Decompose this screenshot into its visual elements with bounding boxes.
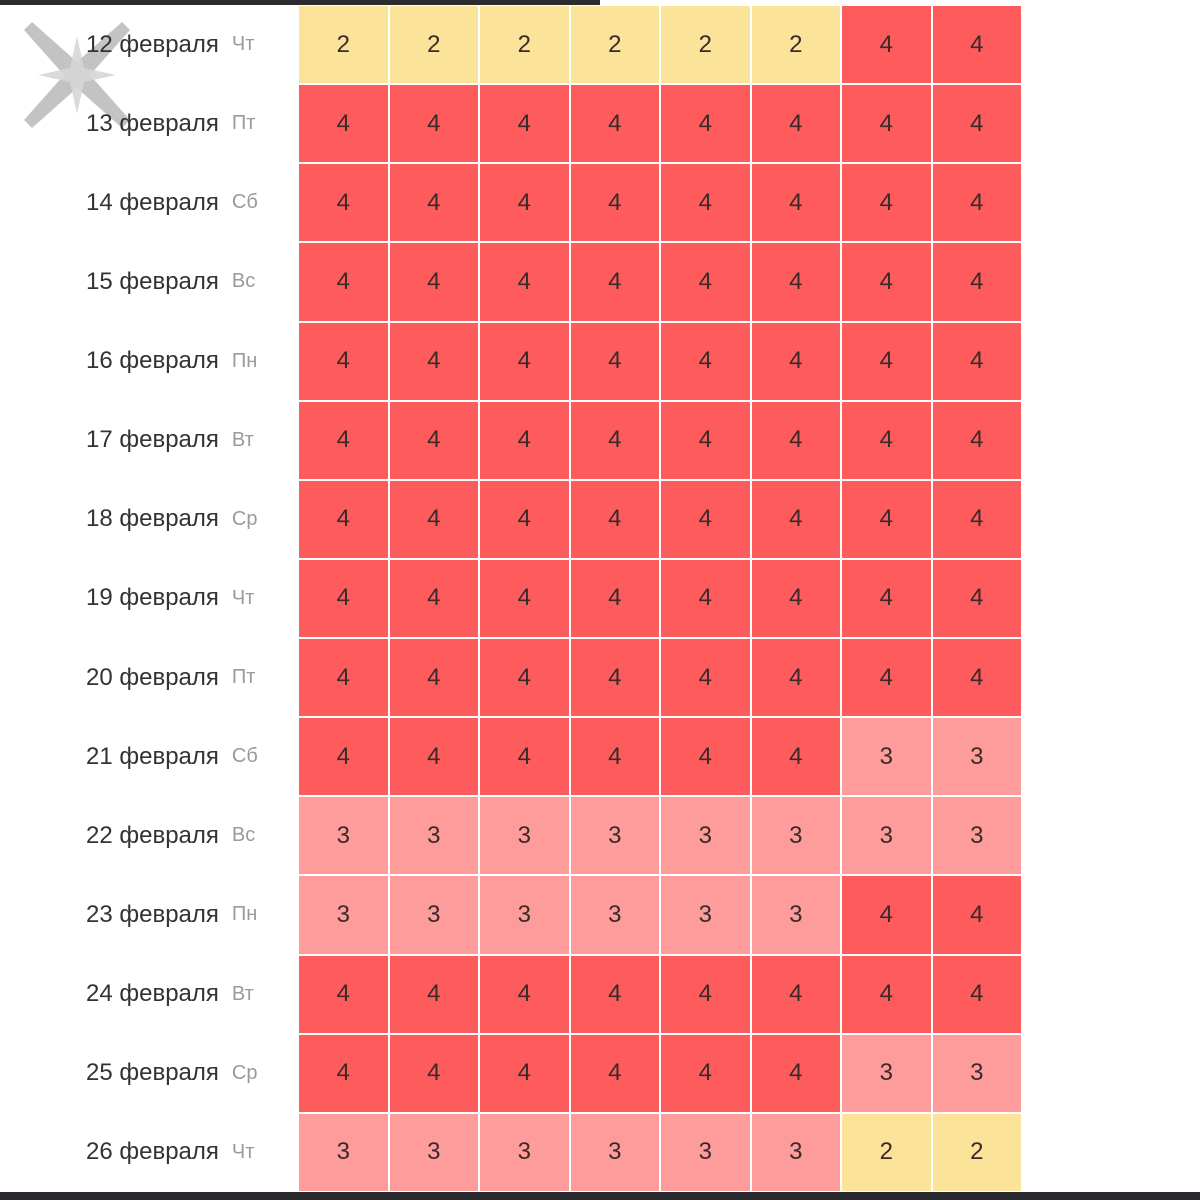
heatmap-cell: 4 <box>660 242 751 321</box>
heatmap-cell: 4 <box>298 955 389 1034</box>
heatmap-cell: 4 <box>751 1034 842 1113</box>
heatmap-cell: 4 <box>660 84 751 163</box>
heatmap-cell: 4 <box>298 559 389 638</box>
heatmap-cell: 4 <box>389 480 480 559</box>
row-label <box>86 480 257 559</box>
heatmap-cell: 4 <box>751 955 842 1034</box>
date-label: 26 февраля <box>86 1138 219 1166</box>
row-label <box>86 1113 254 1192</box>
heatmap-cell: 4 <box>570 717 661 796</box>
heatmap-cell: 3 <box>751 875 842 954</box>
heatmap-cell: 4 <box>932 401 1023 480</box>
date-label: 19 февраля <box>86 584 219 612</box>
heatmap-cell: 4 <box>841 559 932 638</box>
heatmap-cell: 4 <box>570 1034 661 1113</box>
heatmap-cell: 3 <box>660 796 751 875</box>
heatmap-cell: 2 <box>841 1113 932 1192</box>
heatmap-cell: 4 <box>570 638 661 717</box>
heatmap-cell: 4 <box>479 480 570 559</box>
heatmap-cell: 4 <box>660 559 751 638</box>
heatmap-cell: 4 <box>841 638 932 717</box>
heatmap-cell: 3 <box>841 717 932 796</box>
row-label <box>86 875 257 954</box>
heatmap-cell: 4 <box>841 163 932 242</box>
heatmap-cell: 4 <box>932 322 1023 401</box>
heatmap-cell: 4 <box>298 401 389 480</box>
heatmap-cell: 4 <box>389 1034 480 1113</box>
heatmap-cell: 3 <box>660 875 751 954</box>
weekday-label: Вт <box>231 982 254 1005</box>
row-label <box>86 163 258 242</box>
heatmap-cell: 4 <box>841 480 932 559</box>
weekday-label: Пт <box>231 666 256 689</box>
heatmap-cell: 4 <box>751 163 842 242</box>
heatmap-cell: 4 <box>389 955 480 1034</box>
heatmap-cell: 4 <box>479 638 570 717</box>
heatmap-cell: 4 <box>479 163 570 242</box>
heatmap-cell: 4 <box>660 322 751 401</box>
heatmap-cell: 4 <box>932 955 1023 1034</box>
heatmap-cell: 4 <box>932 242 1023 321</box>
weekday-label: Пн <box>231 349 258 372</box>
heatmap-cell: 2 <box>932 1113 1023 1192</box>
date-label: 21 февраля <box>86 742 219 770</box>
heatmap-cell: 3 <box>751 1113 842 1192</box>
heatmap-cell: 4 <box>389 401 480 480</box>
heatmap-cell: 4 <box>389 163 480 242</box>
heatmap-cell: 4 <box>841 242 932 321</box>
date-label: 12 февраля <box>86 30 219 58</box>
heatmap-cell: 4 <box>932 559 1023 638</box>
weekday-label: Сб <box>231 191 258 214</box>
heatmap-cell: 4 <box>389 717 480 796</box>
heatmap-cell: 4 <box>751 717 842 796</box>
date-label: 20 февраля <box>86 663 219 691</box>
heatmap-cell: 4 <box>389 559 480 638</box>
date-label: 17 февраля <box>86 426 219 454</box>
date-label: 25 февраля <box>86 1059 219 1087</box>
heatmap-cell: 2 <box>751 5 842 84</box>
heatmap-cell: 4 <box>751 401 842 480</box>
date-label: 23 февраля <box>86 900 219 928</box>
heatmap-cell: 4 <box>479 401 570 480</box>
heatmap-cell: 4 <box>660 638 751 717</box>
heatmap-cell: 4 <box>660 163 751 242</box>
weekday-label: Пн <box>231 903 258 926</box>
heatmap-cell: 3 <box>298 1113 389 1192</box>
heatmap-cell: 4 <box>479 1034 570 1113</box>
heatmap-cell: 4 <box>751 322 842 401</box>
heatmap-cell: 4 <box>479 717 570 796</box>
heatmap-cell: 4 <box>841 322 932 401</box>
heatmap-cell: 3 <box>389 875 480 954</box>
date-label: 18 февраля <box>86 505 219 533</box>
row-label <box>86 1034 257 1113</box>
heatmap-cell: 2 <box>660 5 751 84</box>
heatmap-cell: 4 <box>479 84 570 163</box>
heatmap-cell: 3 <box>479 1113 570 1192</box>
heatmap-cell: 4 <box>751 638 842 717</box>
heatmap-cell: 4 <box>389 638 480 717</box>
row-label <box>86 955 254 1034</box>
heatmap-cell: 2 <box>389 5 480 84</box>
heatmap-cell: 4 <box>841 875 932 954</box>
heatmap-cell: 3 <box>570 796 661 875</box>
heatmap-cell: 4 <box>389 242 480 321</box>
date-label: 15 февраля <box>86 267 219 295</box>
heatmap-cell: 3 <box>298 796 389 875</box>
heatmap-cell: 3 <box>841 1034 932 1113</box>
row-label <box>86 559 254 638</box>
heatmap-grid <box>298 5 1022 1192</box>
heatmap-cell: 4 <box>932 5 1023 84</box>
row-label <box>86 5 254 84</box>
heatmap-cell: 4 <box>660 717 751 796</box>
heatmap-cell: 4 <box>298 717 389 796</box>
weekday-label: Сб <box>231 745 258 768</box>
heatmap-cell: 4 <box>932 163 1023 242</box>
heatmap-cell: 3 <box>570 1113 661 1192</box>
row-label <box>86 84 255 163</box>
heatmap-cell: 4 <box>570 322 661 401</box>
heatmap-cell: 4 <box>570 559 661 638</box>
heatmap-cell: 4 <box>660 401 751 480</box>
heatmap-cell: 3 <box>751 796 842 875</box>
date-label: 22 февраля <box>86 821 219 849</box>
weekday-label: Пт <box>231 112 256 135</box>
heatmap-cell: 4 <box>298 638 389 717</box>
heatmap-cell: 4 <box>841 401 932 480</box>
heatmap-cell: 3 <box>932 796 1023 875</box>
heatmap-cell: 4 <box>932 84 1023 163</box>
heatmap-cell: 4 <box>570 955 661 1034</box>
heatmap-cell: 4 <box>660 480 751 559</box>
heatmap-cell: 4 <box>298 1034 389 1113</box>
weekday-label: Ср <box>231 1061 258 1084</box>
date-label: 14 февраля <box>86 188 219 216</box>
heatmap-cell: 4 <box>570 480 661 559</box>
heatmap-cell: 2 <box>479 5 570 84</box>
heatmap-cell: 4 <box>751 84 842 163</box>
weekday-label: Вс <box>231 824 256 847</box>
heatmap-cell: 4 <box>479 322 570 401</box>
heatmap-cell: 4 <box>932 638 1023 717</box>
row-label <box>86 322 257 401</box>
heatmap-cell: 4 <box>841 5 932 84</box>
heatmap-cell: 4 <box>298 242 389 321</box>
heatmap-cell: 4 <box>570 401 661 480</box>
heatmap-cell: 4 <box>660 1034 751 1113</box>
heatmap-cell: 2 <box>298 5 389 84</box>
heatmap-cell: 4 <box>751 242 842 321</box>
heatmap-cell: 3 <box>660 1113 751 1192</box>
heatmap-cell: 3 <box>479 796 570 875</box>
heatmap-cell: 4 <box>389 84 480 163</box>
heatmap-cell: 4 <box>298 163 389 242</box>
date-label: 24 февраля <box>86 980 219 1008</box>
date-label: 13 февраля <box>86 109 219 137</box>
row-label <box>86 638 255 717</box>
row-label <box>86 401 254 480</box>
row-label <box>86 242 255 321</box>
heatmap-cell: 4 <box>298 84 389 163</box>
heatmap-cell: 4 <box>479 242 570 321</box>
bottom-frame-strip <box>0 1192 1200 1200</box>
heatmap-cell: 3 <box>841 796 932 875</box>
weekday-label: Чт <box>231 33 255 55</box>
heatmap-cell: 3 <box>389 796 480 875</box>
heatmap-cell: 4 <box>932 480 1023 559</box>
heatmap-cell: 3 <box>479 875 570 954</box>
heatmap-cell: 4 <box>932 875 1023 954</box>
weekday-label: Ср <box>231 507 258 530</box>
weekday-label: Чт <box>231 586 255 609</box>
heatmap-cell: 4 <box>298 322 389 401</box>
heatmap-cell: 4 <box>841 84 932 163</box>
heatmap-cell: 4 <box>389 322 480 401</box>
row-label <box>86 796 255 875</box>
heatmap-cell: 4 <box>479 955 570 1034</box>
heatmap-cell: 3 <box>570 875 661 954</box>
heatmap-cell: 3 <box>298 875 389 954</box>
heatmap-cell: 3 <box>932 717 1023 796</box>
heatmap-cell: 4 <box>298 480 389 559</box>
weekday-label: Вт <box>231 428 254 451</box>
weekday-label: Вс <box>231 270 256 293</box>
row-label <box>86 717 258 796</box>
heatmap-cell: 4 <box>660 955 751 1034</box>
heatmap-cell: 3 <box>932 1034 1023 1113</box>
heatmap-cell: 4 <box>841 955 932 1034</box>
heatmap-cell: 4 <box>570 163 661 242</box>
heatmap-cell: 4 <box>751 559 842 638</box>
weekday-label: Чт <box>231 1140 255 1163</box>
heatmap-cell: 2 <box>570 5 661 84</box>
heatmap-cell: 4 <box>479 559 570 638</box>
heatmap-cell: 3 <box>389 1113 480 1192</box>
heatmap-cell: 4 <box>570 84 661 163</box>
heatmap-cell: 4 <box>570 242 661 321</box>
heatmap-cell: 4 <box>751 480 842 559</box>
date-label: 16 февраля <box>86 347 219 375</box>
